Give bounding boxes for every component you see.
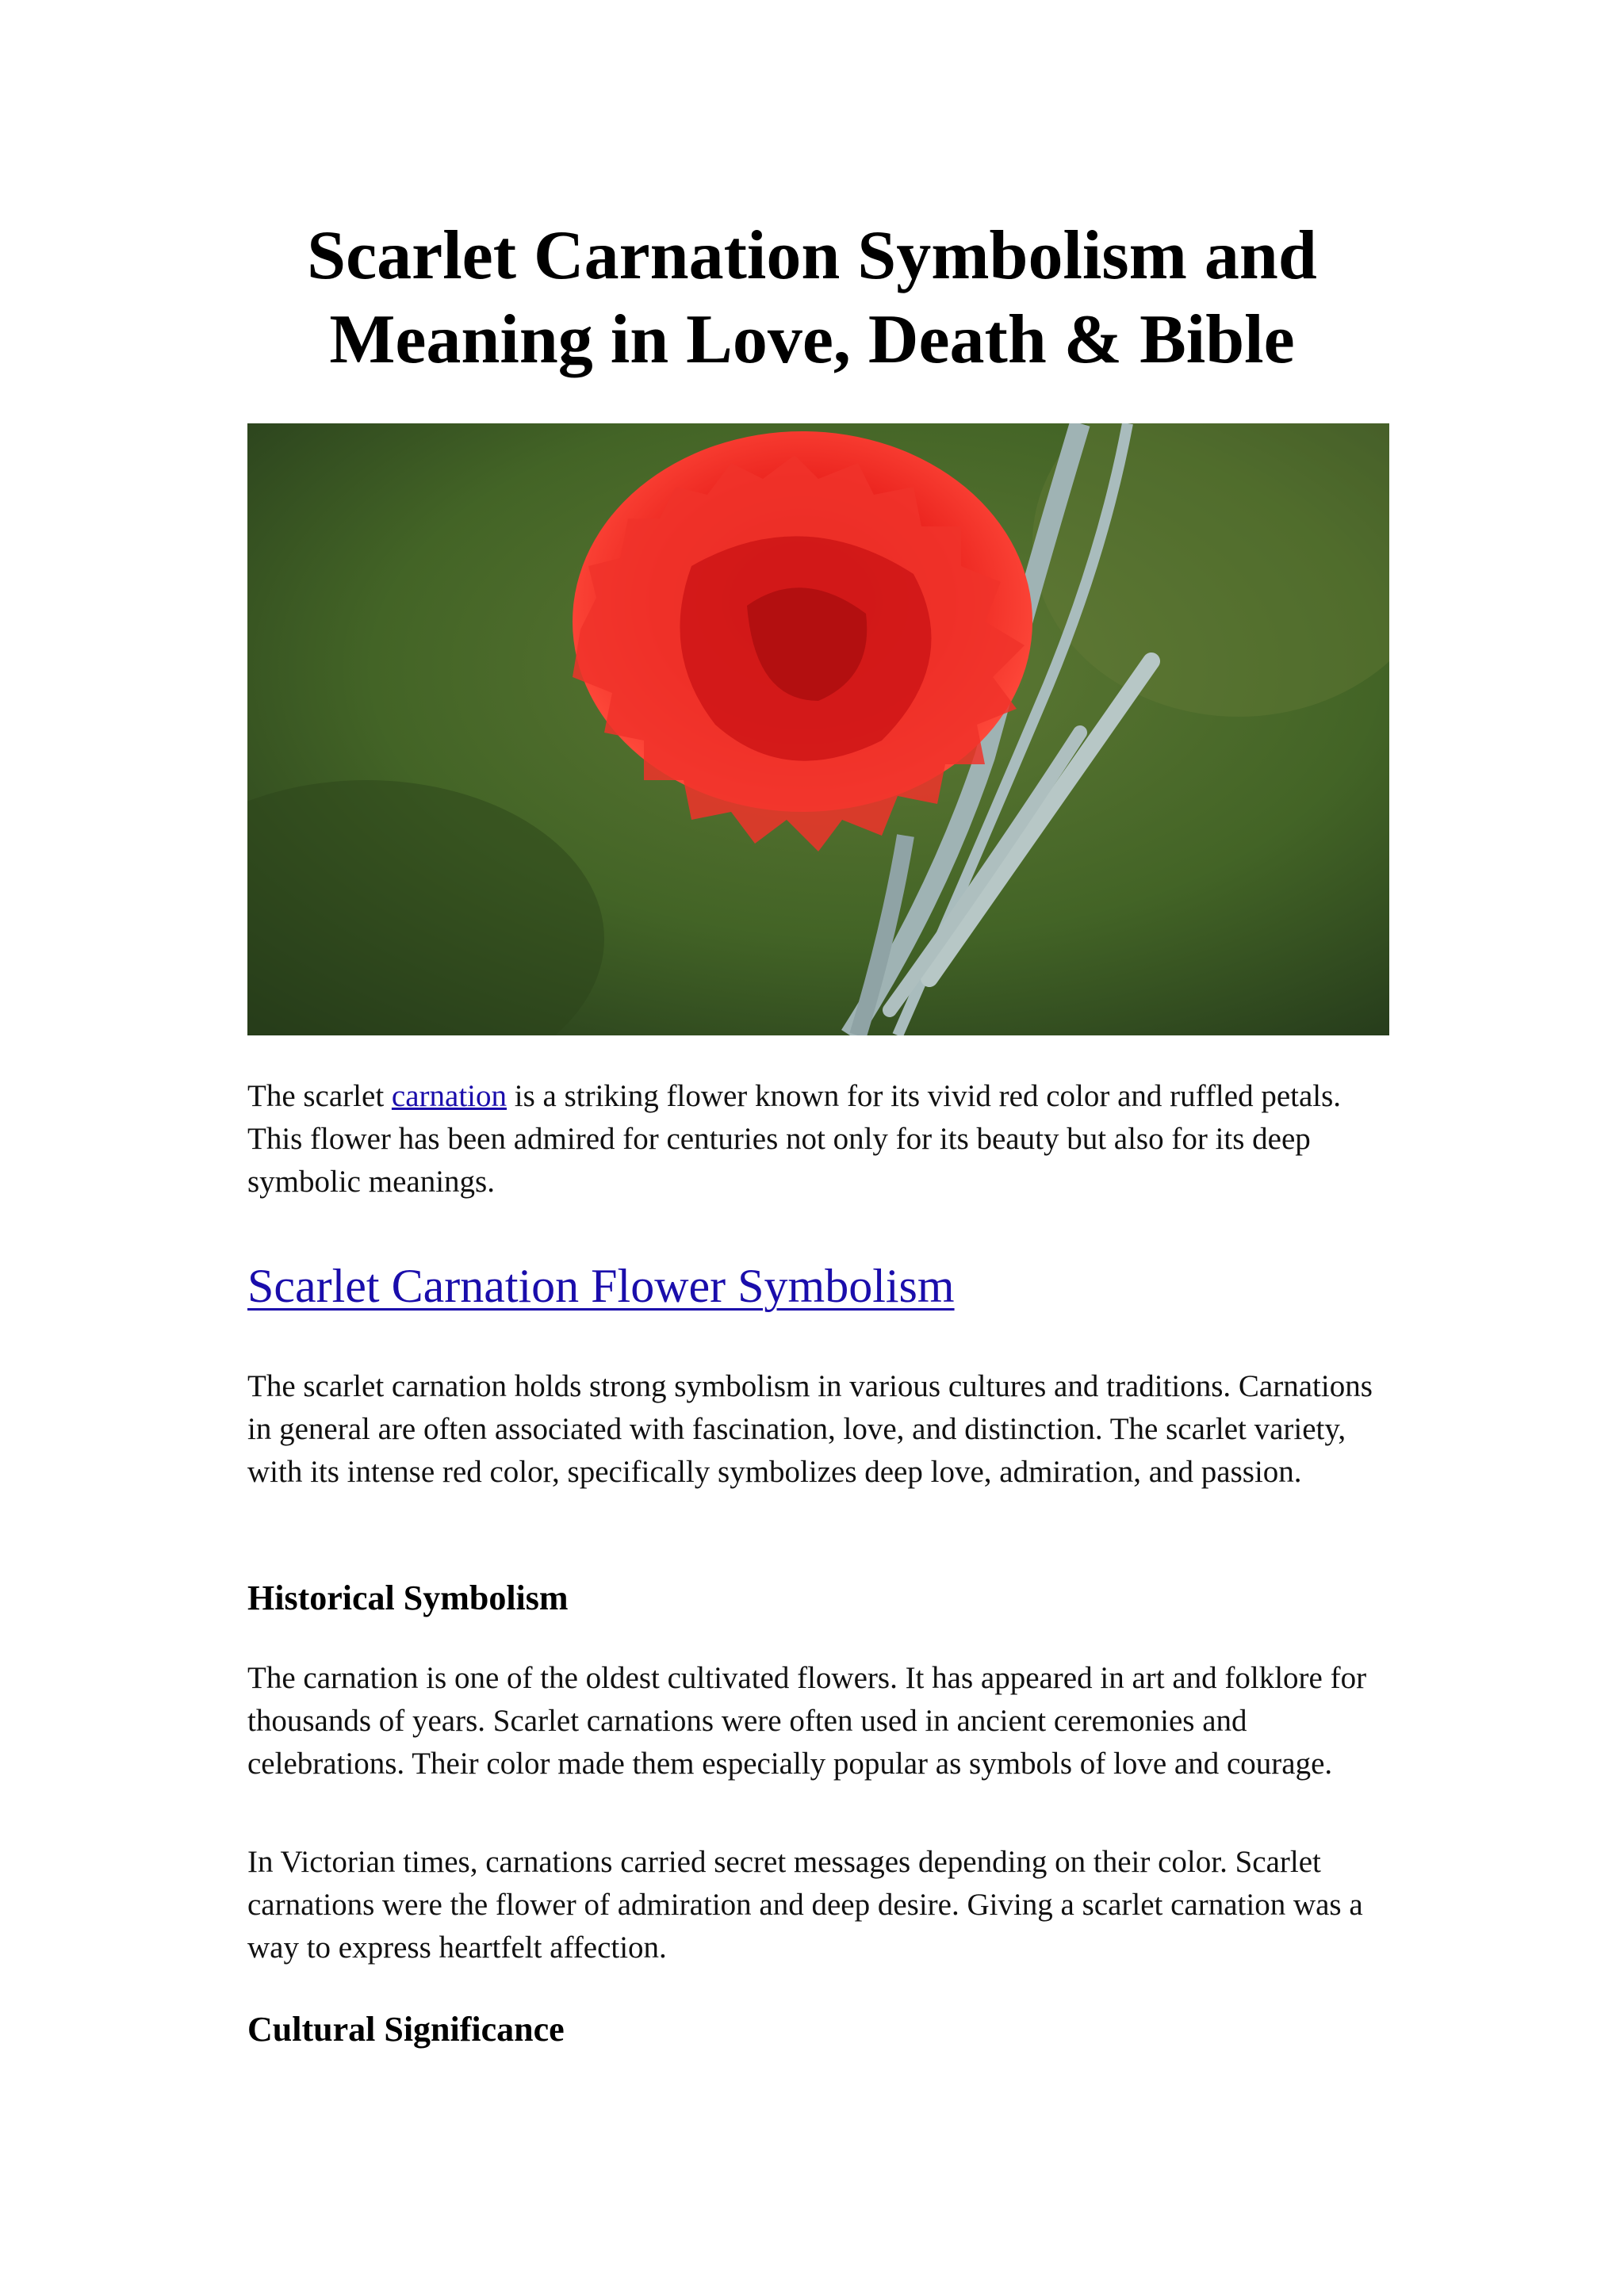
page-title-line-1: Scarlet Carnation Symbolism and: [307, 217, 1317, 294]
historical-paragraph-2: In Victorian times, carnations carried secret messages depending on their color. Scarlet carnations were the flower of admiration and deep desire. Giving a scarlet carnation was a way to express heartfelt affection.: [247, 1845, 1363, 1965]
carnation-illustration: [247, 423, 1389, 1035]
intro-paragraph: [247, 1075, 1389, 1203]
section-paragraph: The scarlet carnation holds strong symbolism in various cultures and traditions. Carnations in general are often associated with fascination, love, and distinction. The scarlet variety, with its intense red color, specifically symbolizes deep love, admiration, and passion.: [247, 1369, 1373, 1489]
intro-text-before-link: The scarlet: [247, 1079, 392, 1113]
carnation-link[interactable]: carnation: [391, 1079, 507, 1113]
page-title-line-2: Meaning in Love, Death & Bible: [329, 301, 1295, 378]
historical-paragraph-1: The carnation is one of the oldest cultivated flowers. It has appeared in art and folklore for thousands of years. Scarlet carnations were often used in ancient ceremonies and celebrations. Their color made them especially popular as symbols of love and courage.: [247, 1661, 1367, 1781]
historical-symbolism-heading: Historical Symbolism: [247, 1578, 569, 1617]
section-heading-link[interactable]: Scarlet Carnation Flower Symbolism: [247, 1260, 955, 1312]
intro-text-after-link: is a striking flower known for its vivid red color and ruffled petals. This flower has been admired for centuries not only for its beauty but also for its deep symbolic meanings.: [247, 1079, 1342, 1199]
page-title: [247, 214, 1377, 382]
section-heading: [247, 1257, 1389, 1314]
hero-image-carnation: [247, 423, 1389, 1035]
cultural-significance-heading: Cultural Significance: [247, 2010, 565, 2049]
